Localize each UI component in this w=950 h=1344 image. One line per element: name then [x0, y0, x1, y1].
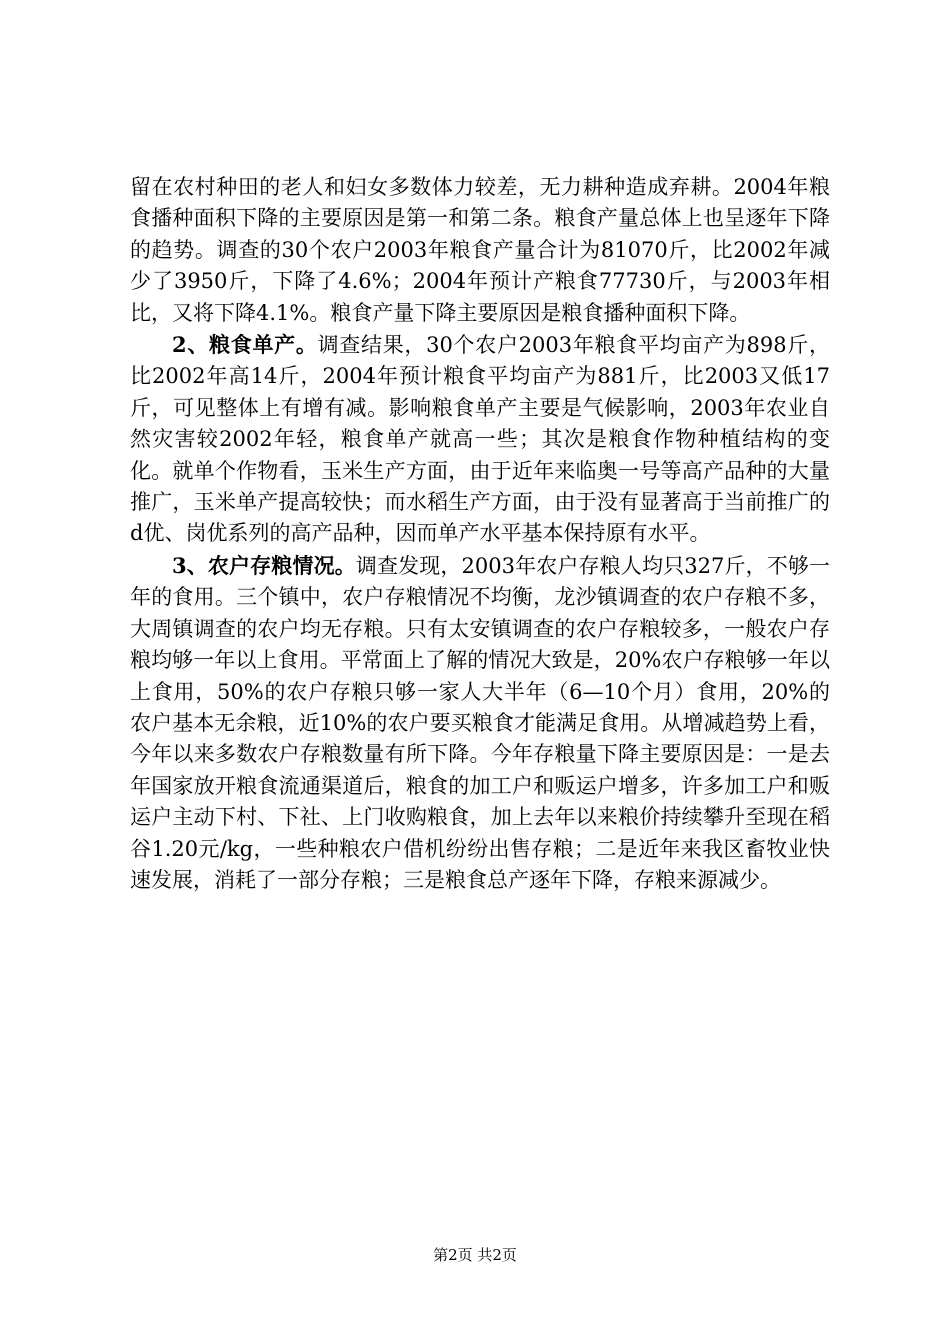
section-heading-storage: 3、农户存粮情况。 — [172, 552, 356, 578]
page-number: 第2页 共2页 — [433, 1246, 517, 1264]
paragraph-continuation — [130, 172, 830, 329]
body-text — [130, 172, 830, 896]
section-heading-unit-yield: 2、粮食单产。 — [172, 332, 318, 358]
paragraph-text: 调查发现，2003年农户存粮人均只327斤，不够一年的食用。三个镇中，农户存粮情况不均衡，龙沙镇调查的农户存粮不多，大周镇调查的农户均无存粮。只有太安镇调查的农户存粮较多，一般农户存粮均够一年以上食用。平常面上了解的情况大致是，20%农户存粮够一年以上食用，50%的农户存粮只够一家人大半年（6—10个月）食用，20%的农户基本无余粮，近10%的农户要买粮食才能满足食用。从增减趋势上看，今年以来多数农户存粮数量有所下降。今年存粮量下降主要原因是：一是去年国家放开粮食流通渠道后，粮食的加工户和贩运户增多，许多加工户和贩运户主动下村、下社、上门收购粮食，加上去年以来粮价持续攀升至现在稻谷1.20元/kg，一些种粮农户借机纷纷出售存粮；二是近年来我区畜牧业快速发展，消耗了一部分存粮；三是粮食总产逐年下降，存粮来源减少。 — [130, 553, 830, 892]
paragraph-storage — [130, 550, 830, 896]
paragraph-text: 留在农村种田的老人和妇女多数体力较差，无力耕种造成弃耕。2004年粮食播种面积下降的主要原因是第一和第二条。粮食产量总体上也呈逐年下降的趋势。调查的30个农户2003年粮食产量合计为81070斤，比2002年减少了3950斤，下降了4.6%；2004年预计产粮食77730斤，与2003年相比，又将下降4.1%。粮食产量下降主要原因是粮食播种面积下降。 — [130, 175, 830, 325]
paragraph-unit-yield — [130, 329, 830, 550]
paragraph-text: 调查结果，30个农户2003年粮食平均亩产为898斤，比2002年高14斤，2004年预计粮食平均亩产为881斤，比2003又低17斤，可见整体上有增有减。影响粮食单产主要是气候影响，2003年农业自然灾害较2002年轻，粮食单产就高一些；其次是粮食作物种植结构的变化。就单个作物看，玉米生产方面，由于近年来临奥一号等高产品种的大量推广，玉米单产提高较快；而水稻生产方面，由于没有显著高于当前推广的d优、岗优系列的高产品种，因而单产水平基本保持原有水平。 — [130, 333, 830, 546]
page-footer — [0, 1244, 950, 1265]
